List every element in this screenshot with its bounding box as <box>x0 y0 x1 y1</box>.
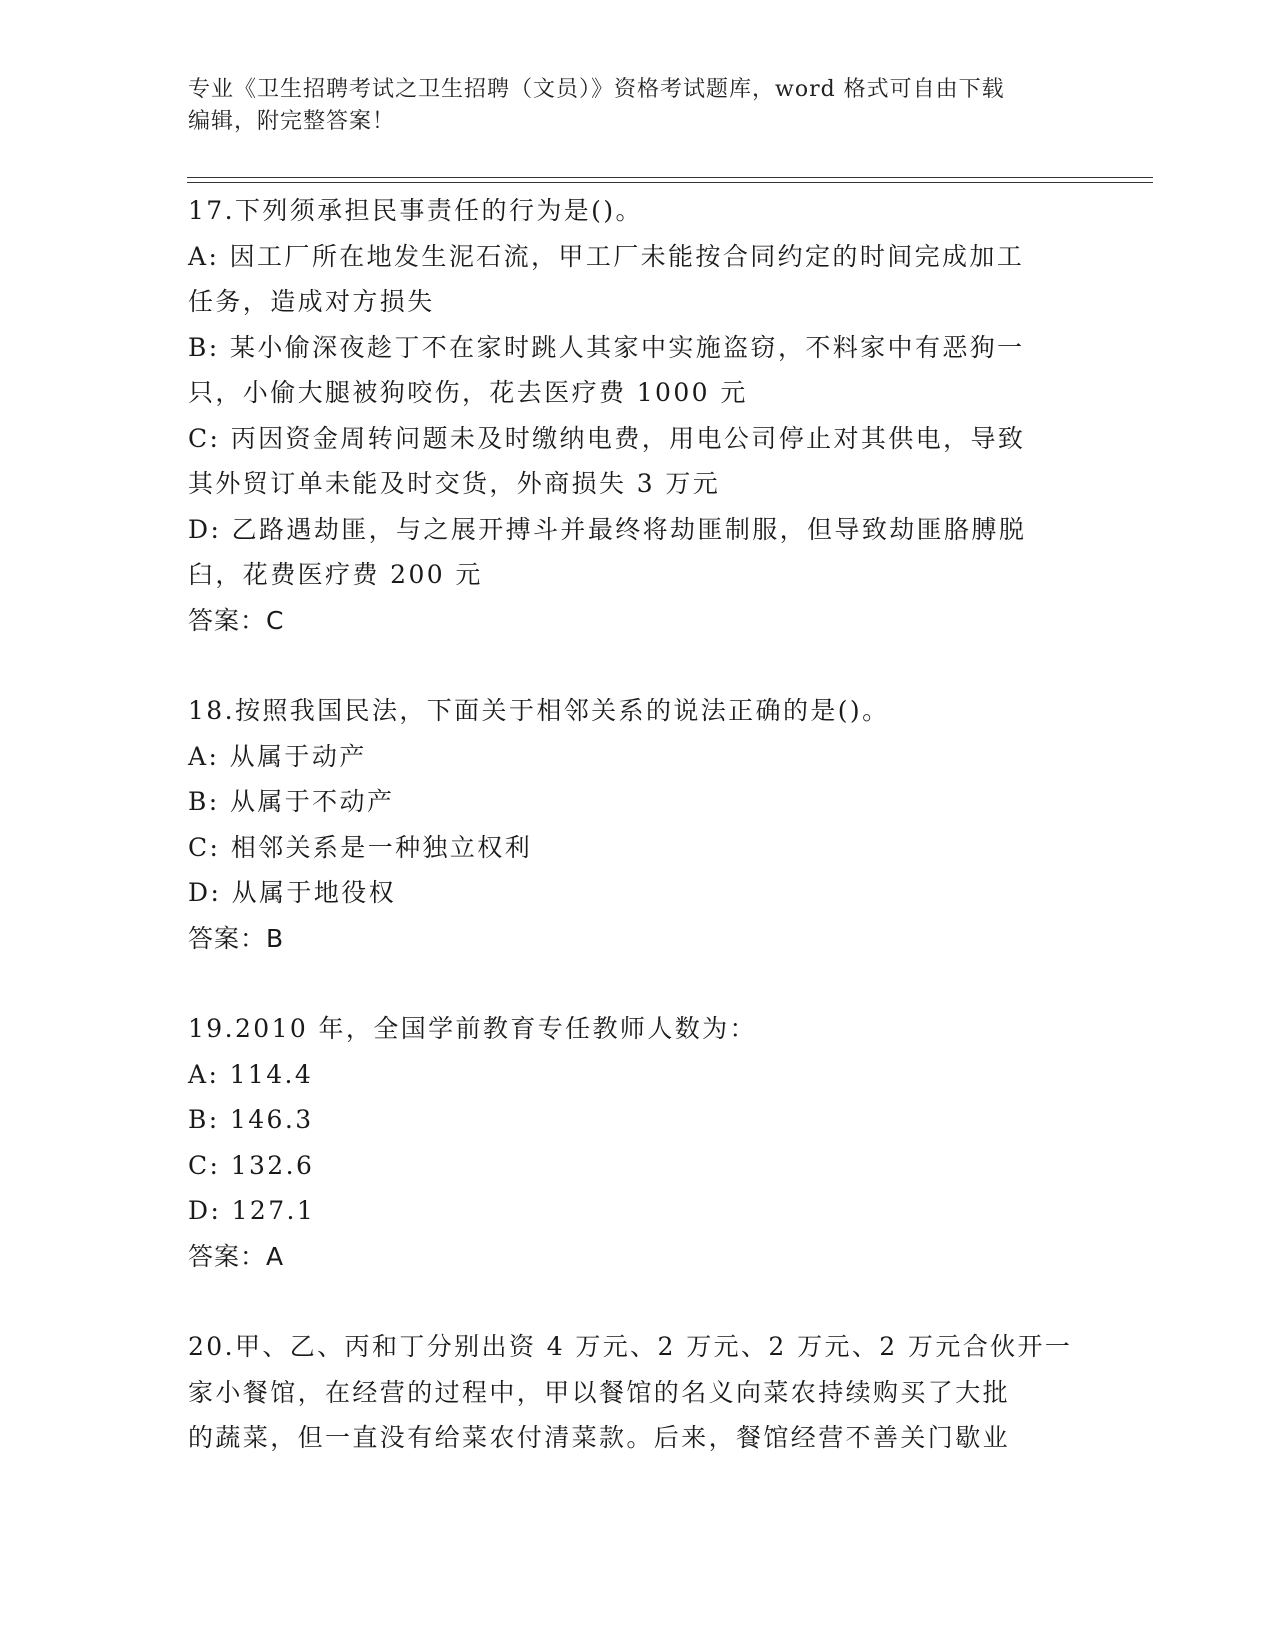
question-stem: 18.按照我国民法，下面关于相邻关系的说法正确的是()。 <box>188 696 890 725</box>
spacer <box>188 961 1088 1006</box>
question-18 <box>188 688 1088 961</box>
option-c-continued: 其外贸订单未能及时交货，外商损失 3 万元 <box>188 469 721 498</box>
answer-label: 答案：A <box>188 1241 285 1271</box>
option-a: A: 114.4 <box>188 1059 314 1089</box>
option-b: B: 某小偷深夜趁丁不在家时跳人其家中实施盗窃，不料家中有恶狗一 <box>188 332 1025 362</box>
header-line-1: 专业《卫生招聘考试之卫生招聘（文员）》资格考试题库，word 格式可自由下载 <box>188 77 1005 102</box>
header-rule-bottom <box>187 182 1153 183</box>
option-d: D: 127.1 <box>188 1196 316 1225</box>
spacer <box>188 643 1088 688</box>
option-a-continued: 任务，造成对方损失 <box>188 287 435 316</box>
question-stem: 17.下列须承担民事责任的行为是()。 <box>188 196 643 225</box>
option-d: D: 从属于地役权 <box>188 878 397 907</box>
option-d: D: 乙路遇劫匪，与之展开搏斗并最终将劫匪制服，但导致劫匪胳膊脱 <box>188 514 1027 544</box>
question-list <box>188 188 1088 1461</box>
question-19 <box>188 1006 1088 1279</box>
option-c: C: 132.6 <box>188 1150 315 1180</box>
answer-label: 答案：C <box>188 605 285 635</box>
spacer <box>188 1279 1088 1324</box>
question-stem-continued: 的蔬菜，但一直没有给菜农付清菜款。后来，餐馆经营不善关门歇业 <box>188 1423 1011 1452</box>
option-a: A: 从属于动产 <box>188 741 367 771</box>
option-a: A: 因工厂所在地发生泥石流，甲工厂未能按合同约定的时间完成加工 <box>188 241 1025 271</box>
header-line-2: 编辑，附完整答案！ <box>188 109 396 134</box>
question-stem: 19.2010 年，全国学前教育专任教师人数为： <box>188 1014 757 1043</box>
option-b-continued: 只，小偷大腿被狗咬伤，花去医疗费 1000 元 <box>188 378 748 407</box>
option-d-continued: 臼，花费医疗费 200 元 <box>188 560 483 589</box>
option-c: C: 相邻关系是一种独立权利 <box>188 832 533 862</box>
option-b: B: 146.3 <box>188 1105 314 1134</box>
answer-label: 答案：B <box>188 923 285 953</box>
header-rule-top <box>187 177 1153 178</box>
document-header <box>188 74 1088 138</box>
question-17 <box>188 188 1088 643</box>
option-b: B: 从属于不动产 <box>188 787 395 816</box>
option-c: C: 丙因资金周转问题未及时缴纳电费，用电公司停止对其供电，导致 <box>188 423 1026 453</box>
question-stem-continued: 家小餐馆，在经营的过程中，甲以餐馆的名义向菜农持续购买了大批 <box>188 1377 1011 1407</box>
question-20 <box>188 1324 1088 1461</box>
question-stem: 20.甲、乙、丙和丁分别出资 4 万元、2 万元、2 万元、2 万元合伙开一 <box>188 1332 1073 1361</box>
